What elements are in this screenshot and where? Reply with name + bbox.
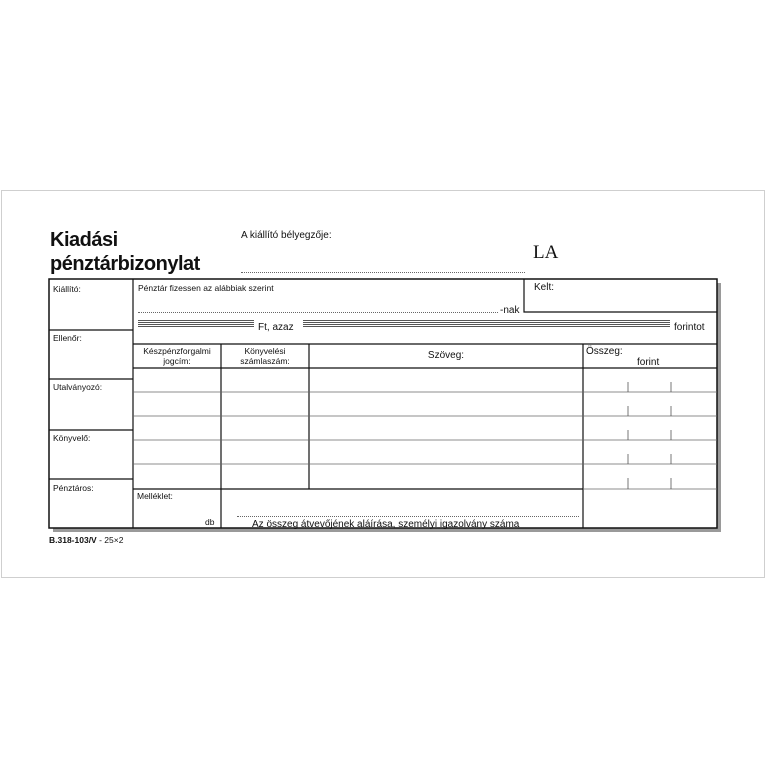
form-size: - 25×2 bbox=[99, 535, 124, 545]
col-amount-unit: forint bbox=[637, 357, 660, 368]
date-label: Kelt: bbox=[534, 282, 555, 293]
attachment-label: Melléklet: bbox=[137, 491, 173, 501]
col-account-title: Könyvelési bbox=[244, 346, 286, 356]
form-title-line2: pénztárbizonylat bbox=[50, 253, 200, 275]
form-code-row bbox=[49, 536, 123, 545]
col-account-title2: számlaszám: bbox=[240, 356, 290, 366]
col-cash-title2: jogcím: bbox=[163, 356, 191, 366]
payee-line bbox=[138, 312, 498, 313]
signature-caption: Az összeg átvevőjének aláírása, személyi igazolvány száma bbox=[252, 519, 520, 530]
stamp-line bbox=[241, 272, 525, 273]
amount-words-suffix: forintot bbox=[674, 322, 705, 333]
col-text-title: Szöveg: bbox=[427, 350, 465, 361]
controller-label: Ellenőr: bbox=[53, 333, 82, 343]
attachment-unit: db bbox=[205, 517, 215, 527]
amount-figures-line bbox=[138, 320, 254, 328]
col-cash-title: Készpénzforgalmi bbox=[143, 346, 211, 356]
cashier-label: Pénztáros: bbox=[53, 483, 94, 493]
signature-line bbox=[237, 516, 579, 517]
voucher-label: Utalványozó: bbox=[53, 382, 103, 392]
col-amount-title: Összeg: bbox=[586, 346, 623, 357]
stamp-value: LA bbox=[533, 242, 559, 263]
payee-suffix: -nak bbox=[500, 305, 520, 316]
payment-instruction: Pénztár fizessen az alábbiak szerint bbox=[138, 283, 274, 293]
issuer-label: Kiállító: bbox=[53, 284, 81, 294]
stamp-label: A kiállító bélyegzője: bbox=[241, 230, 332, 241]
form-code: B.318-103/V bbox=[49, 535, 97, 545]
bookkeeper-label: Könyvelő: bbox=[53, 433, 91, 443]
amount-label: Ft, azaz bbox=[258, 322, 294, 333]
amount-words-line bbox=[303, 320, 670, 328]
form-title-line1: Kiadási bbox=[50, 229, 118, 251]
